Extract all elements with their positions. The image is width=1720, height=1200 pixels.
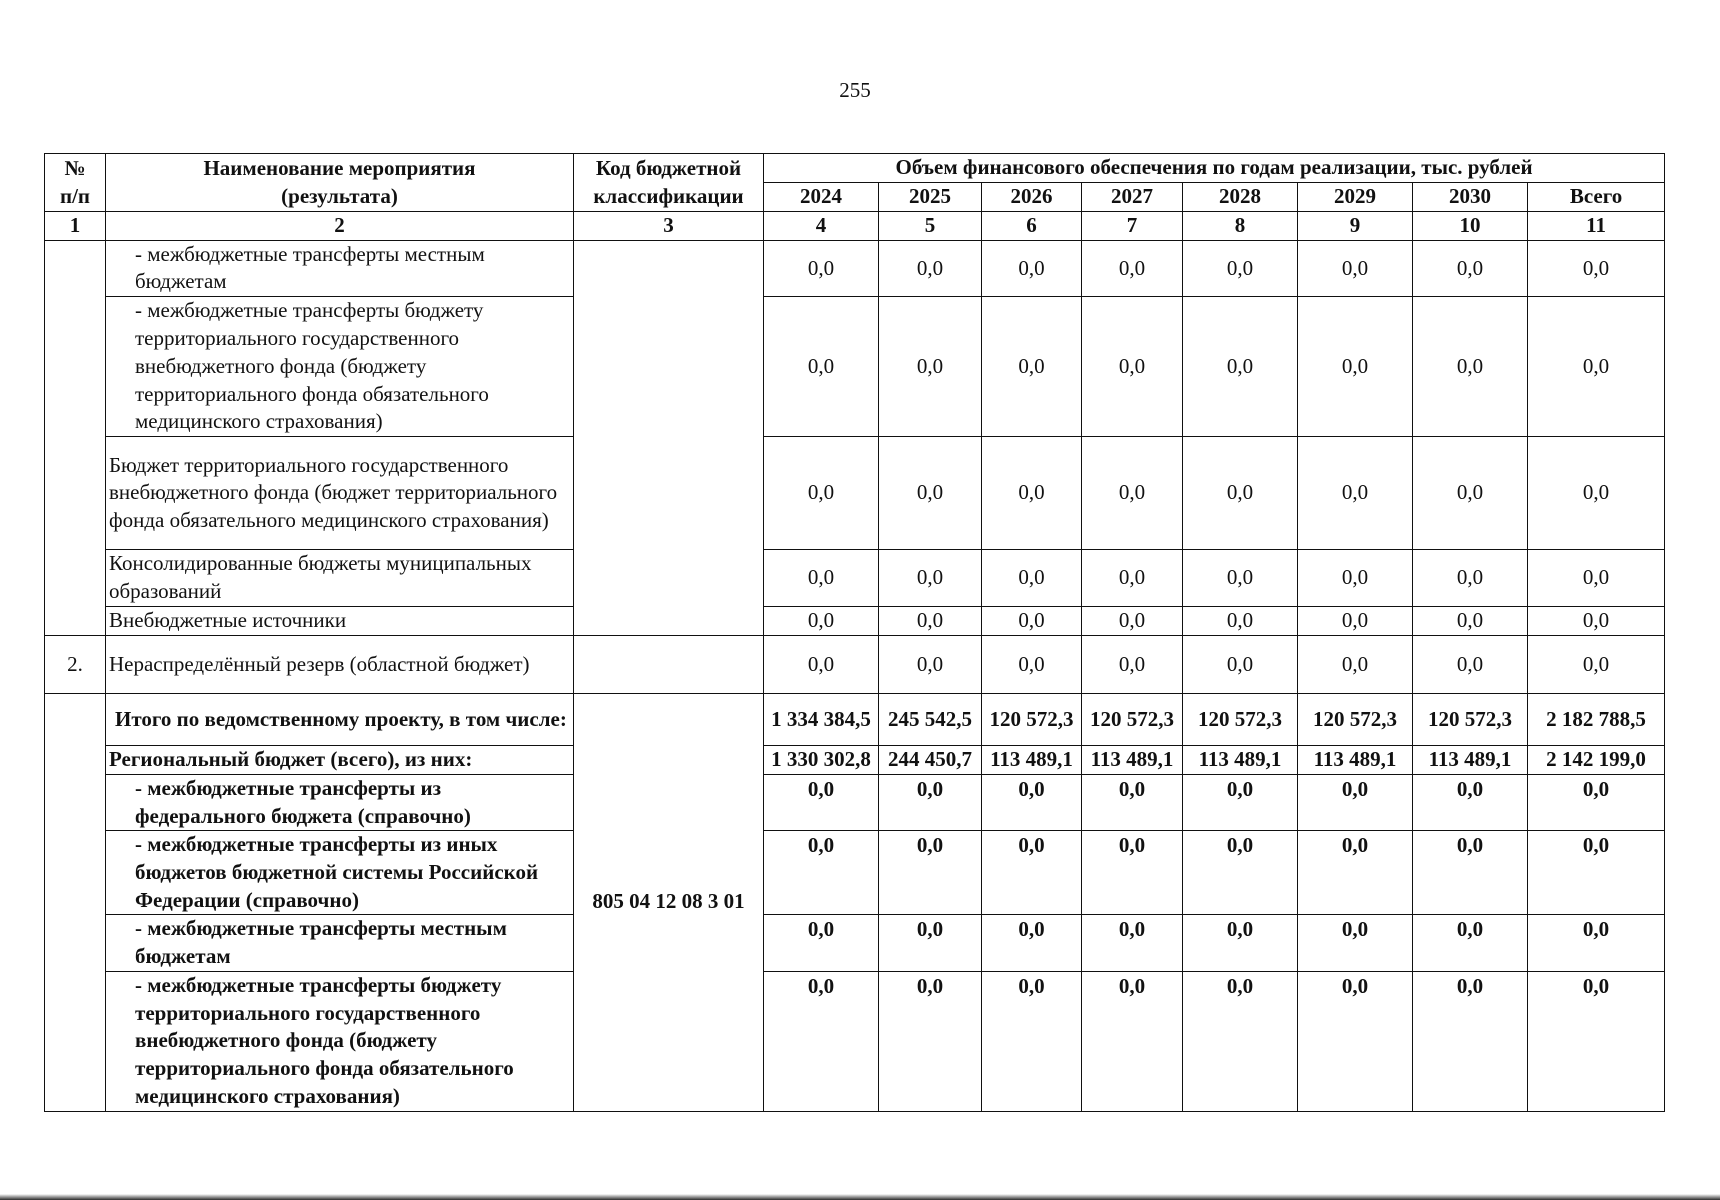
total-cell: 0,0 — [1528, 915, 1665, 971]
value-cell: 113 489,1 — [1298, 746, 1413, 775]
value-cell: 0,0 — [764, 774, 879, 830]
row-number-cell — [45, 694, 106, 1111]
value-cell: 0,0 — [1183, 774, 1298, 830]
value-cell: 0,0 — [1082, 774, 1183, 830]
row-name: Региональный бюджет (всего), из них: — [106, 746, 574, 775]
value-cell: 0,0 — [879, 437, 982, 550]
header-code: Код бюджетной классификации — [574, 154, 764, 212]
value-cell: 113 489,1 — [1082, 746, 1183, 775]
value-cell: 0,0 — [1413, 636, 1528, 694]
column-number: 6 — [982, 212, 1082, 241]
total-cell: 0,0 — [1528, 240, 1665, 296]
row-name: Консолидированные бюджеты муниципальных образований — [106, 550, 574, 607]
value-cell: 0,0 — [879, 297, 982, 437]
value-cell: 0,0 — [1413, 297, 1528, 437]
value-cell: 0,0 — [879, 607, 982, 636]
value-cell: 0,0 — [1413, 240, 1528, 296]
column-number: 7 — [1082, 212, 1183, 241]
table-row — [45, 437, 1665, 550]
value-cell: 0,0 — [879, 550, 982, 607]
value-cell: 0,0 — [879, 240, 982, 296]
value-cell: 0,0 — [1413, 550, 1528, 607]
value-cell: 0,0 — [764, 437, 879, 550]
value-cell: 0,0 — [982, 915, 1082, 971]
table-row-reserve — [45, 636, 1665, 694]
value-cell: 0,0 — [1082, 831, 1183, 915]
table-row — [45, 297, 1665, 437]
header-num: № п/п — [45, 154, 106, 212]
total-cell: 2 142 199,0 — [1528, 746, 1665, 775]
total-cell: 0,0 — [1528, 607, 1665, 636]
value-cell: 244 450,7 — [879, 746, 982, 775]
row-name: - межбюджетные трансферты бюджету территориального государственного внебюджетного фонда (бюджету территориального фонда обязательного медицинского страхования) — [106, 297, 574, 437]
value-cell: 0,0 — [764, 915, 879, 971]
column-number: 11 — [1528, 212, 1665, 241]
value-cell: 0,0 — [1298, 971, 1413, 1111]
value-cell: 0,0 — [1298, 774, 1413, 830]
table-row — [45, 550, 1665, 607]
value-cell: 0,0 — [1298, 636, 1413, 694]
value-cell: 0,0 — [1183, 971, 1298, 1111]
column-number: 3 — [574, 212, 764, 241]
value-cell: 0,0 — [1413, 831, 1528, 915]
value-cell: 0,0 — [879, 971, 982, 1111]
value-cell: 0,0 — [1298, 607, 1413, 636]
row-name: Внебюджетные источники — [106, 607, 574, 636]
value-cell: 0,0 — [1183, 636, 1298, 694]
value-cell: 0,0 — [764, 607, 879, 636]
total-cell: 0,0 — [1528, 297, 1665, 437]
value-cell: 0,0 — [764, 971, 879, 1111]
value-cell: 0,0 — [879, 831, 982, 915]
value-cell: 0,0 — [1413, 774, 1528, 830]
value-cell: 0,0 — [1298, 915, 1413, 971]
header-year: 2027 — [1082, 183, 1183, 212]
value-cell: 120 572,3 — [1183, 694, 1298, 746]
value-cell: 113 489,1 — [982, 746, 1082, 775]
page-number: 255 — [839, 78, 871, 102]
table-row — [45, 774, 1665, 830]
value-cell: 0,0 — [982, 636, 1082, 694]
value-cell: 0,0 — [1298, 297, 1413, 437]
header-year: 2029 — [1298, 183, 1413, 212]
row-number: 2. — [45, 636, 106, 694]
value-cell: 0,0 — [1082, 297, 1183, 437]
value-cell: 1 330 302,8 — [764, 746, 879, 775]
value-cell: 120 572,3 — [1298, 694, 1413, 746]
value-cell: 0,0 — [982, 437, 1082, 550]
column-number: 9 — [1298, 212, 1413, 241]
value-cell: 0,0 — [1082, 636, 1183, 694]
value-cell: 0,0 — [1183, 297, 1298, 437]
value-cell: 0,0 — [879, 915, 982, 971]
total-cell: 0,0 — [1528, 437, 1665, 550]
funding-table — [44, 153, 1665, 1112]
header-year: 2025 — [879, 183, 982, 212]
value-cell: 0,0 — [1183, 550, 1298, 607]
value-cell: 0,0 — [982, 971, 1082, 1111]
value-cell: 113 489,1 — [1413, 746, 1528, 775]
value-cell: 0,0 — [1183, 437, 1298, 550]
value-cell: 0,0 — [1413, 607, 1528, 636]
column-number: 5 — [879, 212, 982, 241]
value-cell: 113 489,1 — [1183, 746, 1298, 775]
value-cell: 0,0 — [1183, 607, 1298, 636]
value-cell: 0,0 — [1298, 831, 1413, 915]
row-name: Итого по ведомственному проекту, в том числе: — [106, 694, 574, 746]
column-number: 4 — [764, 212, 879, 241]
value-cell: 0,0 — [879, 636, 982, 694]
value-cell: 0,0 — [764, 636, 879, 694]
value-cell: 0,0 — [764, 297, 879, 437]
table-row — [45, 240, 1665, 296]
budget-code-cell — [574, 240, 764, 635]
value-cell: 0,0 — [1298, 240, 1413, 296]
scan-page-edge — [0, 1194, 1720, 1200]
table-row-regional — [45, 746, 1665, 775]
value-cell: 0,0 — [1082, 971, 1183, 1111]
value-cell: 0,0 — [1298, 550, 1413, 607]
header-row-1 — [45, 154, 1665, 183]
header-year: 2028 — [1183, 183, 1298, 212]
total-cell: 2 182 788,5 — [1528, 694, 1665, 746]
table-row — [45, 971, 1665, 1111]
value-cell: 0,0 — [982, 550, 1082, 607]
budget-code: 805 04 12 08 3 01 — [574, 694, 764, 1111]
table-row-total — [45, 694, 1665, 746]
header-year: 2024 — [764, 183, 879, 212]
row-name: Нераспределённый резерв (областной бюджет) — [106, 636, 574, 694]
column-number: 8 — [1183, 212, 1298, 241]
total-cell: 0,0 — [1528, 831, 1665, 915]
value-cell: 0,0 — [879, 774, 982, 830]
value-cell: 0,0 — [982, 297, 1082, 437]
value-cell: 0,0 — [1082, 240, 1183, 296]
value-cell: 0,0 — [1082, 607, 1183, 636]
value-cell: 120 572,3 — [1082, 694, 1183, 746]
table-row — [45, 915, 1665, 971]
total-cell: 0,0 — [1528, 636, 1665, 694]
table-row — [45, 607, 1665, 636]
value-cell: 0,0 — [982, 240, 1082, 296]
column-number: 2 — [106, 212, 574, 241]
value-cell: 0,0 — [1183, 915, 1298, 971]
value-cell: 0,0 — [982, 607, 1082, 636]
column-number: 1 — [45, 212, 106, 241]
value-cell: 0,0 — [1183, 240, 1298, 296]
row-name: - межбюджетные трансферты из федерального бюджета (справочно) — [106, 774, 574, 830]
value-cell: 1 334 384,5 — [764, 694, 879, 746]
column-numbers-row — [45, 212, 1665, 241]
header-group-title: Объем финансового обеспечения по годам реализации, тыс. рублей — [764, 154, 1665, 183]
column-number: 10 — [1413, 212, 1528, 241]
budget-code-cell — [574, 636, 764, 694]
row-name: Бюджет территориального государственного внебюджетного фонда (бюджет территориального фонда обязательного медицинского страхования) — [106, 437, 574, 550]
value-cell: 0,0 — [764, 240, 879, 296]
value-cell: 0,0 — [1413, 437, 1528, 550]
header-total: Всего — [1528, 183, 1665, 212]
total-cell: 0,0 — [1528, 971, 1665, 1111]
value-cell: 0,0 — [1082, 915, 1183, 971]
value-cell: 0,0 — [982, 831, 1082, 915]
total-cell: 0,0 — [1528, 550, 1665, 607]
header-name: Наименование мероприятия (результата) — [106, 154, 574, 212]
value-cell: 0,0 — [1183, 831, 1298, 915]
total-cell: 0,0 — [1528, 774, 1665, 830]
header-year: 2026 — [982, 183, 1082, 212]
row-name: - межбюджетные трансферты из иных бюджетов бюджетной системы Российской Федерации (справочно) — [106, 831, 574, 915]
row-name: - межбюджетные трансферты местным бюджетам — [106, 240, 574, 296]
value-cell: 0,0 — [1413, 915, 1528, 971]
value-cell: 0,0 — [1082, 437, 1183, 550]
table-row — [45, 831, 1665, 915]
value-cell: 0,0 — [764, 550, 879, 607]
value-cell: 0,0 — [1413, 971, 1528, 1111]
row-number-cell — [45, 240, 106, 635]
value-cell: 120 572,3 — [982, 694, 1082, 746]
value-cell: 0,0 — [982, 774, 1082, 830]
value-cell: 120 572,3 — [1413, 694, 1528, 746]
value-cell: 0,0 — [1298, 437, 1413, 550]
header-year: 2030 — [1413, 183, 1528, 212]
row-name: - межбюджетные трансферты местным бюджетам — [106, 915, 574, 971]
row-name: - межбюджетные трансферты бюджету территориального государственного внебюджетного фонда (бюджету территориального фонда обязательного медицинского страхования) — [106, 971, 574, 1111]
value-cell: 245 542,5 — [879, 694, 982, 746]
value-cell: 0,0 — [764, 831, 879, 915]
value-cell: 0,0 — [1082, 550, 1183, 607]
